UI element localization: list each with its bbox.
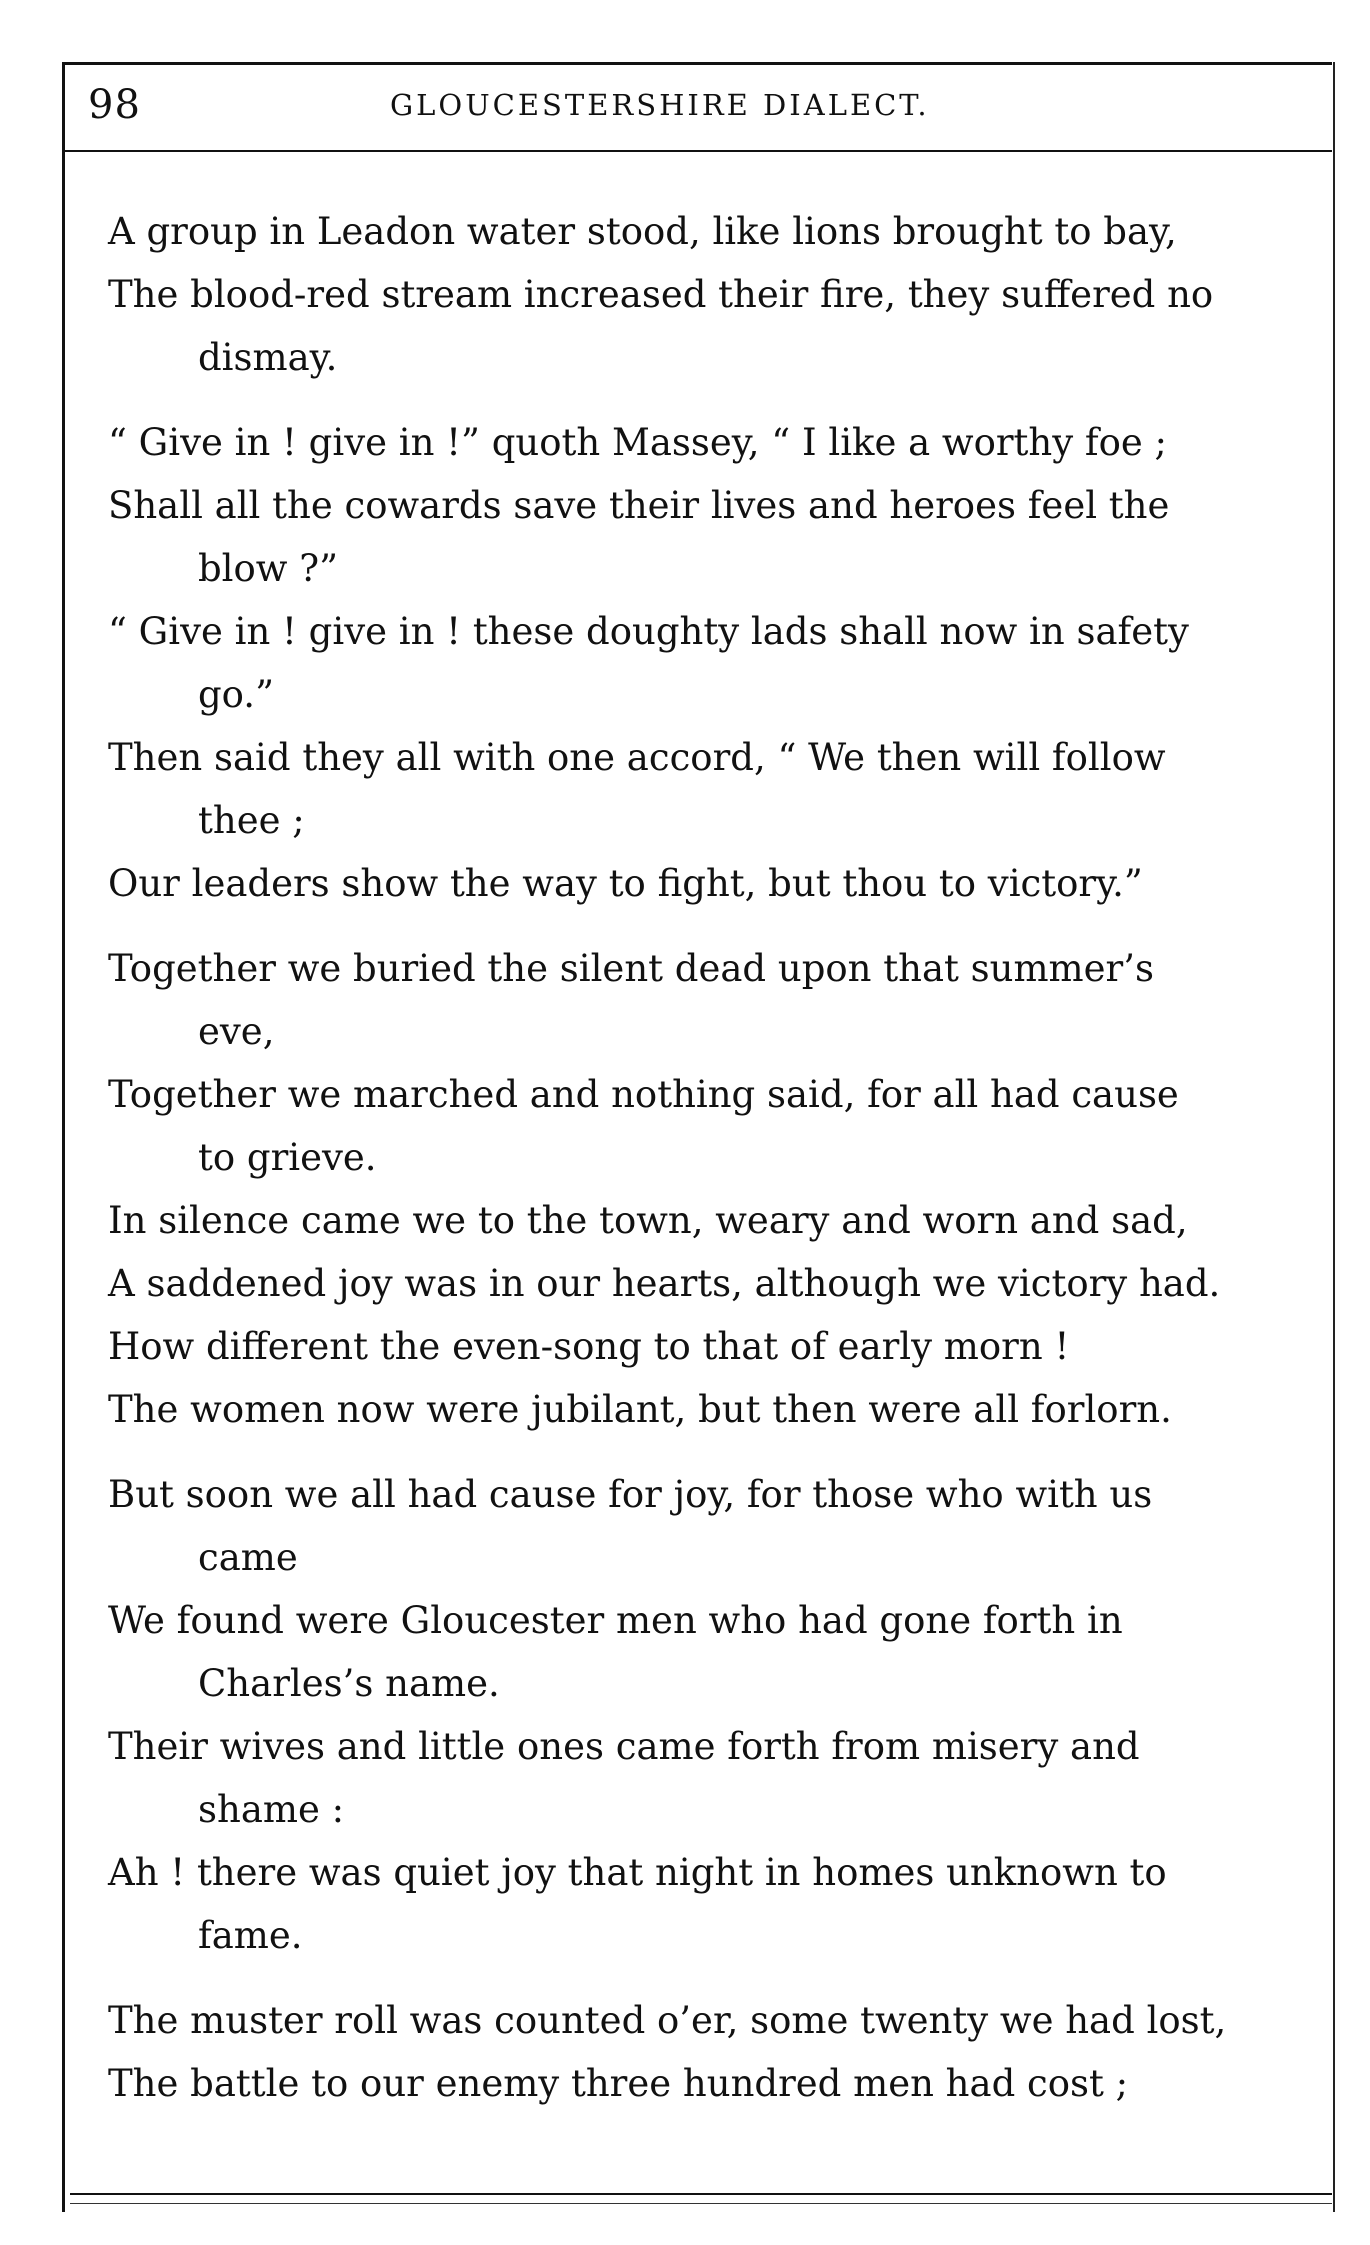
poem-line: came bbox=[198, 1536, 298, 1579]
poem-line: go.” bbox=[198, 673, 274, 716]
poem-line: fame. bbox=[198, 1914, 303, 1957]
stanza bbox=[108, 411, 1308, 915]
stanza-gap bbox=[108, 1967, 1308, 1989]
stanza bbox=[108, 937, 1308, 1441]
top-rule bbox=[62, 62, 1332, 65]
poem-line: dismay. bbox=[198, 336, 338, 379]
page-number: 98 bbox=[88, 82, 141, 128]
poem-line: How different the even-song to that of early morn ! bbox=[108, 1325, 1070, 1368]
poem-line: We found were Gloucester men who had gone forth in bbox=[108, 1599, 1123, 1642]
poem-line: A group in Leadon water stood, like lions brought to bay, bbox=[108, 210, 1177, 253]
poem-line: The battle to our enemy three hundred men had cost ; bbox=[108, 2062, 1129, 2105]
stanza-gap bbox=[108, 915, 1308, 937]
stanza-gap bbox=[108, 389, 1308, 411]
poem-line: But soon we all had cause for joy, for those who with us bbox=[108, 1473, 1153, 1516]
running-head: GLOUCESTERSHIRE DIALECT. bbox=[390, 88, 930, 122]
poem-line: Our leaders show the way to fight, but thou to victory.” bbox=[108, 862, 1143, 905]
poem-line: blow ?” bbox=[198, 547, 338, 590]
stanza bbox=[108, 1463, 1308, 1967]
bottom-rule bbox=[70, 2193, 1332, 2195]
poem-line: thee ; bbox=[198, 799, 305, 842]
bottom-rule-inner bbox=[70, 2203, 1332, 2204]
poem-line: Charles’s name. bbox=[198, 1662, 500, 1705]
poem-line: The blood-red stream increased their fire, they suffered no bbox=[108, 273, 1214, 316]
poem-line: to grieve. bbox=[198, 1136, 377, 1179]
poem-line: In silence came we to the town, weary and worn and sad, bbox=[108, 1199, 1188, 1242]
poem-line: “ Give in ! give in !” quoth Massey, “ I like a worthy foe ; bbox=[108, 421, 1168, 464]
poem-line: Together we marched and nothing said, for all had cause bbox=[108, 1073, 1179, 1116]
poem-line: A saddened joy was in our hearts, although we victory had. bbox=[108, 1262, 1221, 1305]
poem-line: eve, bbox=[198, 1010, 275, 1053]
poem-line: “ Give in ! give in ! these doughty lads shall now in safety bbox=[108, 610, 1189, 653]
header-rule bbox=[62, 150, 1332, 152]
stanza bbox=[108, 200, 1308, 389]
poem-line: Together we buried the silent dead upon that summer’s bbox=[108, 947, 1154, 990]
poem bbox=[108, 200, 1308, 2115]
poem-line: Their wives and little ones came forth from misery and bbox=[108, 1725, 1140, 1768]
stanza-gap bbox=[108, 1441, 1308, 1463]
poem-line: Ah ! there was quiet joy that night in homes unknown to bbox=[108, 1851, 1167, 1894]
stanza bbox=[108, 1989, 1308, 2115]
poem-line: The muster roll was counted o’er, some twenty we had lost, bbox=[108, 1999, 1227, 2042]
poem-line: The women now were jubilant, but then were all forlorn. bbox=[108, 1388, 1172, 1431]
poem-line: Shall all the cowards save their lives and heroes feel the bbox=[108, 484, 1170, 527]
poem-line: Then said they all with one accord, “ We then will follow bbox=[108, 736, 1166, 779]
poem-line: shame : bbox=[198, 1788, 345, 1831]
